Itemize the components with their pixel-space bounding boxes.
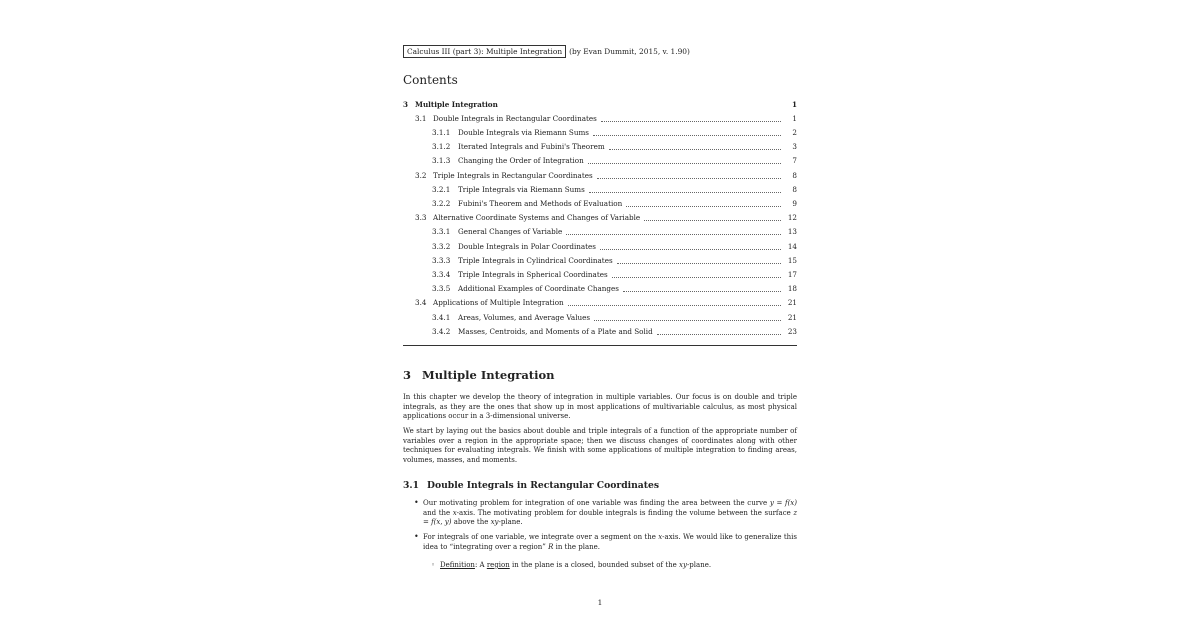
toc-dot-leader	[612, 277, 781, 278]
math-expression: x	[452, 508, 457, 517]
toc-entry-number: 3.2	[415, 170, 427, 180]
section-number: 3.1	[403, 480, 419, 491]
bullet-text: and the	[423, 508, 453, 517]
section-divider	[403, 345, 797, 346]
math-expression: x	[658, 533, 663, 541]
toc-entry[interactable]	[403, 197, 797, 209]
toc-entry[interactable]	[403, 126, 797, 138]
toc-entry-title: Triple Integrals via Riemann Sums	[458, 184, 585, 194]
bullet-icon: •	[414, 498, 419, 507]
toc-entry-page: 12	[787, 213, 797, 223]
toc-entry-number: 3.1.1	[432, 127, 451, 137]
definition-label: Definition	[440, 561, 475, 569]
toc-entry[interactable]	[403, 311, 797, 323]
contents-heading: Contents	[403, 73, 458, 87]
toc-dot-leader	[589, 192, 781, 193]
toc-entry-title: Alternative Coordinate Systems and Changes of Variable	[433, 213, 641, 223]
toc-entry-page: 14	[787, 241, 797, 251]
definition-text: -plane.	[686, 561, 712, 569]
toc-entry-page: 9	[792, 198, 797, 208]
toc-entry[interactable]	[403, 183, 797, 195]
bullet-text: For integrals of one variable, we integrate over a segment on the	[423, 533, 659, 541]
bullet-text: -plane.	[498, 518, 523, 526]
intro-paragraph-1: In this chapter we develop the theory of integration in multiple variables. Our focus is on double and triple integrals, as they are the ones that show up in most applications of multivariable calculus, as most physical applications occur in a 3-dimensional universe.	[403, 393, 797, 420]
toc-entry[interactable]	[403, 212, 797, 224]
toc-entry-number: 3.3.1	[432, 227, 451, 237]
bullet-text: in the plane.	[553, 542, 601, 551]
toc-entry-title: Triple Integrals in Cylindrical Coordinates	[458, 255, 613, 265]
toc-entry-number: 3.1	[415, 113, 427, 123]
toc-entry[interactable]	[403, 268, 797, 280]
toc-entry-number: 3.4.1	[432, 312, 451, 322]
sub-bullet-definition	[431, 561, 797, 571]
toc-entry-number: 3.3.3	[432, 255, 451, 265]
toc-dot-leader	[644, 220, 781, 221]
toc-entry[interactable]	[403, 141, 797, 153]
toc-dot-leader	[609, 149, 781, 150]
definition-text: : A	[474, 561, 487, 569]
bullet-item-motivation	[414, 498, 798, 528]
bullet-text: Our motivating problem for integration of one variable was finding the area between the curve	[423, 499, 770, 507]
toc-entry-page: 21	[787, 312, 797, 322]
toc-dot-leader	[600, 249, 781, 250]
toc-entry-page: 3	[792, 142, 797, 152]
toc-entry-number: 3.3	[415, 213, 427, 223]
toc-entry[interactable]	[403, 155, 797, 167]
toc-entry-page: 17	[787, 269, 797, 279]
math-expression: R	[548, 542, 554, 551]
chapter-heading	[403, 368, 555, 382]
toc-dot-leader	[593, 135, 781, 136]
toc-dot-leader	[601, 121, 781, 122]
bullet-text: -axis. The motivating problem for double integrals is finding the volume between the surface	[456, 508, 794, 517]
toc-entry-page: 18	[787, 284, 797, 294]
toc-entry-number: 3.3.5	[432, 284, 451, 294]
toc-entry-number: 3.3.4	[432, 269, 451, 279]
toc-entry-title: Multiple Integration	[415, 99, 498, 109]
toc-entry[interactable]	[403, 98, 797, 110]
toc-dot-leader	[623, 291, 781, 292]
toc-entry[interactable]	[403, 240, 797, 252]
page-number: 1	[597, 598, 603, 607]
toc-entry-page: 13	[787, 227, 797, 237]
toc-entry-page: 23	[787, 326, 797, 336]
toc-entry-title: Iterated Integrals and Fubini's Theorem	[458, 142, 605, 152]
intro-paragraph-2: We start by laying out the basics about double and triple integrals of a function of the appropriate number of variables over a region in the appropriate space; then we discuss changes of coordinates along with other techniques for evaluating integrals. We finish with some applications of multiple integration to finding areas, volumes, masses, and moments.	[403, 427, 797, 464]
toc-entry-page: 8	[792, 170, 797, 180]
toc-entry-page: 1	[792, 113, 797, 123]
toc-entry-title: Masses, Centroids, and Moments of a Plate and Solid	[458, 326, 653, 336]
toc-entry-number: 3.2.2	[432, 198, 451, 208]
toc-entry[interactable]	[403, 325, 797, 337]
toc-entry-page: 8	[792, 184, 797, 194]
section-title: Double Integrals in Rectangular Coordinates	[427, 480, 660, 491]
toc-entry-number: 3.1.2	[432, 142, 451, 152]
toc-entry-title: Fubini's Theorem and Methods of Evaluation	[458, 198, 623, 208]
toc-entry-page: 21	[787, 298, 797, 308]
toc-entry[interactable]	[403, 283, 797, 295]
toc-entry-page: 7	[792, 156, 797, 166]
toc-dot-leader	[657, 334, 781, 335]
toc-entry-title: Double Integrals in Polar Coordinates	[458, 241, 596, 251]
bullet-text: -axis. We would like to generalize this idea to “integrating over a region”	[423, 533, 797, 551]
toc-entry-page: 15	[787, 255, 797, 265]
toc-dot-leader	[617, 263, 781, 264]
math-expression: xy	[679, 561, 687, 569]
toc-entry[interactable]	[403, 226, 797, 238]
toc-entry-title: Areas, Volumes, and Average Values	[458, 312, 591, 322]
toc-entry[interactable]	[403, 169, 797, 181]
chapter-title: Multiple Integration	[422, 368, 555, 382]
toc-entry[interactable]	[403, 254, 797, 266]
toc-entry-number: 3.4.2	[432, 326, 451, 336]
defined-term: region	[486, 561, 510, 569]
header-author-note: (by Evan Dummit, 2015, v. 1.90)	[569, 46, 690, 56]
circle-bullet-icon: ◦	[431, 561, 436, 569]
toc-dot-leader	[597, 178, 781, 179]
toc-entry-title: Triple Integrals in Rectangular Coordinates	[433, 170, 593, 180]
toc-entry[interactable]	[403, 297, 797, 309]
toc-entry-number: 3.4	[415, 298, 427, 308]
toc-entry-title: General Changes of Variable	[458, 227, 563, 237]
toc-entry-title: Applications of Multiple Integration	[433, 298, 564, 308]
document-header	[403, 44, 690, 58]
toc-entry-title: Additional Examples of Coordinate Changes	[458, 284, 619, 294]
chapter-number: 3	[403, 368, 412, 382]
toc-entry-number: 3	[403, 99, 409, 109]
toc-dot-leader	[566, 234, 781, 235]
header-title-box: Calculus III (part 3): Multiple Integration	[403, 45, 566, 58]
toc-entry-number: 3.3.2	[432, 241, 451, 251]
toc-dot-leader	[594, 320, 781, 321]
toc-dot-leader	[568, 305, 781, 306]
toc-dot-leader	[626, 206, 781, 207]
toc-entry-page: 2	[792, 127, 797, 137]
toc-entry-title: Triple Integrals in Spherical Coordinates	[458, 269, 608, 279]
toc-entry-page: 1	[791, 99, 797, 109]
math-expression: xy	[490, 518, 499, 526]
section-heading	[403, 480, 659, 491]
toc-entry-number: 3.2.1	[432, 184, 451, 194]
toc-dot-leader	[588, 163, 781, 164]
definition-text: in the plane is a closed, bounded subset of the	[509, 561, 680, 569]
bullet-text: above the	[451, 518, 491, 526]
bullet-icon: •	[414, 532, 419, 541]
math-expression: y = f(x)	[769, 499, 797, 507]
math-expression: z = f(x, y)	[423, 508, 798, 526]
document-page	[403, 0, 797, 627]
toc-entry-number: 3.1.3	[432, 156, 451, 166]
toc-entry-title: Changing the Order of Integration	[458, 156, 584, 166]
toc-entry-title: Double Integrals via Riemann Sums	[458, 127, 589, 137]
bullet-item-generalize	[414, 532, 797, 552]
toc-entry[interactable]	[403, 112, 797, 124]
toc-entry-title: Double Integrals in Rectangular Coordinates	[433, 113, 597, 123]
